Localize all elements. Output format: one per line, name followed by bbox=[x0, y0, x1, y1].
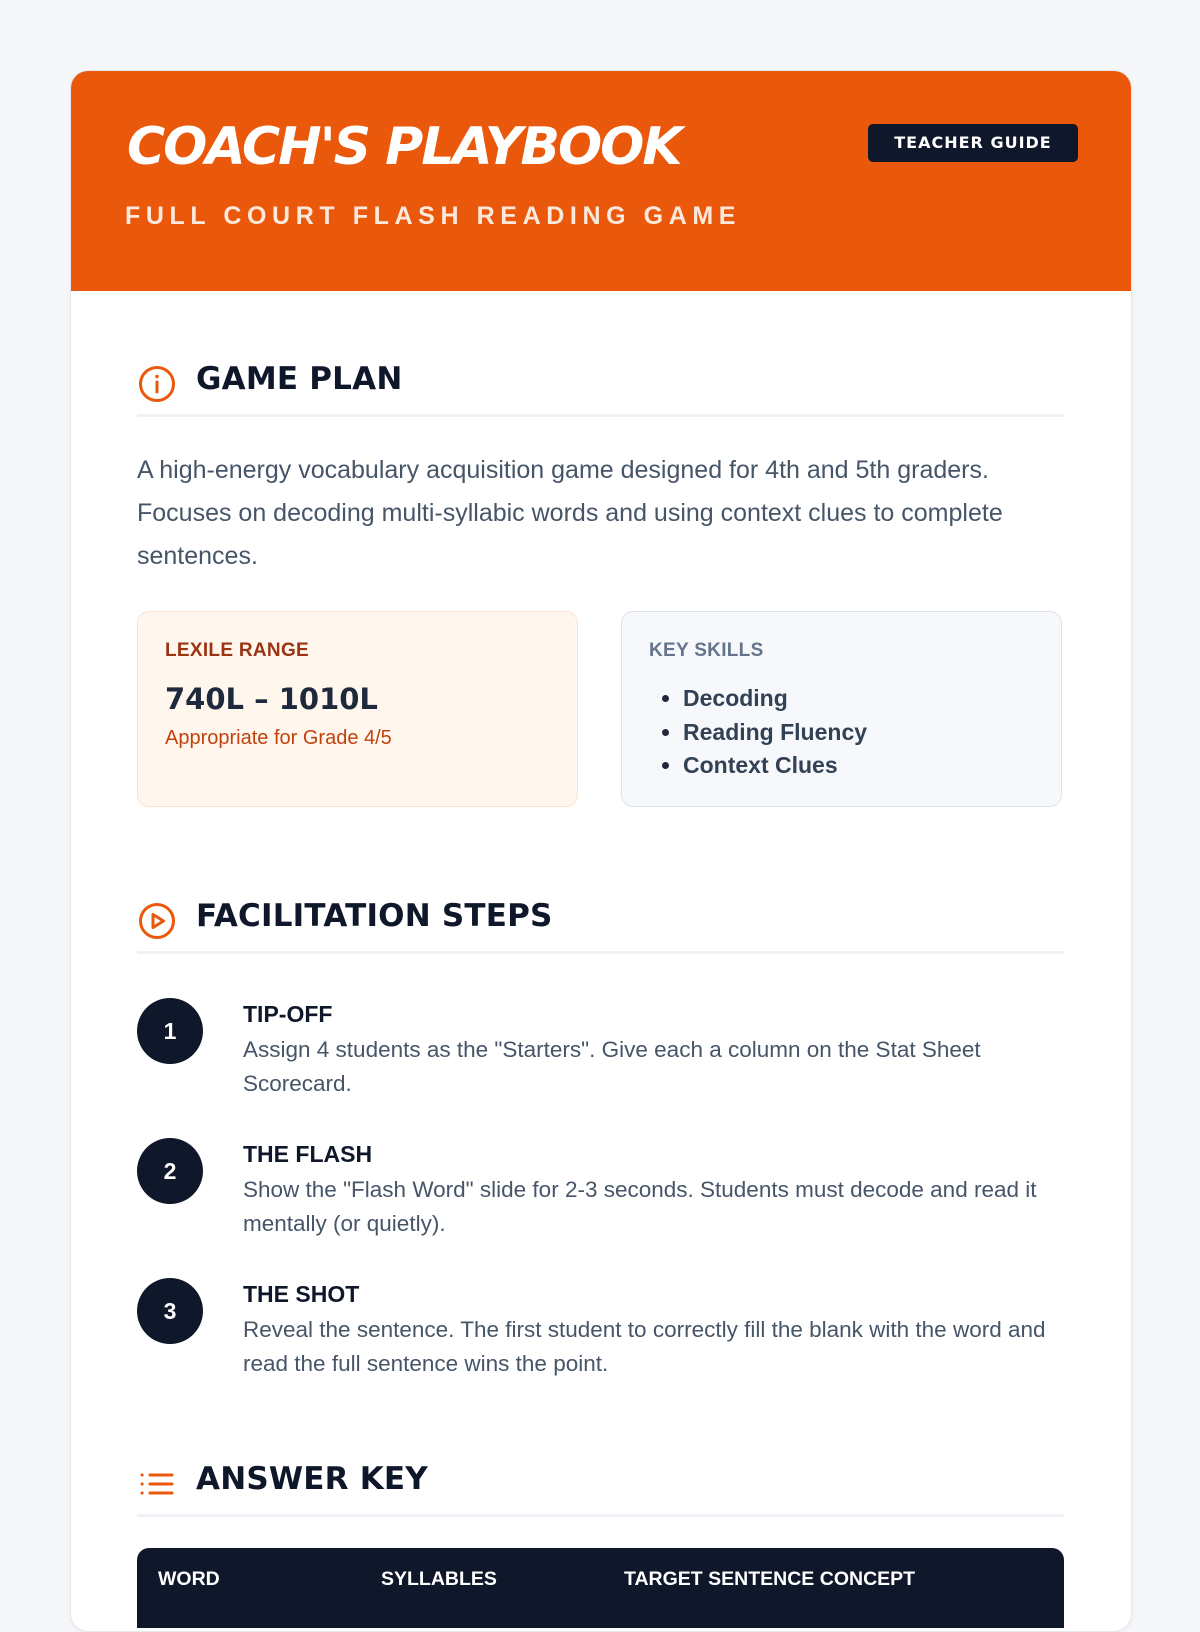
column-header-syllables: SYLLABLES bbox=[381, 1568, 497, 1590]
page-subtitle: FULL COURT FLASH READING GAME bbox=[125, 202, 742, 230]
column-header-word: WORD bbox=[158, 1568, 220, 1590]
step-description: Assign 4 students as the "Starters". Give each a column on the Stat Sheet Scorecard. bbox=[243, 1037, 981, 1096]
step-number: 2 bbox=[137, 1138, 203, 1204]
lexile-value: 740L – 1010L bbox=[165, 682, 378, 716]
step-title: THE FLASH bbox=[243, 1141, 373, 1167]
skill-item: • Reading Fluency bbox=[683, 716, 867, 750]
game-description: A high-energy vocabulary acquisition game designed for 4th and 5th graders. Focuses on decoding multi-syllabic words and using context clues to complete sentences. bbox=[137, 456, 1003, 570]
key-skills-card bbox=[621, 611, 1062, 807]
facilitation-section-header bbox=[137, 891, 1064, 954]
step-title: TIP-OFF bbox=[243, 1001, 333, 1027]
step-number: 3 bbox=[137, 1278, 203, 1344]
answer-key-section-header bbox=[137, 1454, 1064, 1517]
info-icon bbox=[137, 364, 177, 404]
key-skills-list bbox=[649, 682, 867, 783]
answer-key-heading: ANSWER KEY bbox=[196, 1461, 428, 1497]
lexile-note: Appropriate for Grade 4/5 bbox=[165, 727, 392, 749]
teacher-guide-badge: TEACHER GUIDE bbox=[868, 124, 1078, 162]
skill-item: • Decoding bbox=[683, 682, 867, 716]
list-icon bbox=[137, 1464, 177, 1504]
column-header-sentence-concept: TARGET SENTENCE CONCEPT bbox=[624, 1568, 916, 1590]
lexile-range-card bbox=[137, 611, 578, 807]
lexile-label: LEXILE RANGE bbox=[165, 640, 310, 661]
game-plan-heading: GAME PLAN bbox=[196, 361, 403, 397]
step-number: 1 bbox=[137, 998, 203, 1064]
key-skills-label: KEY SKILLS bbox=[649, 640, 764, 661]
game-plan-section-header bbox=[137, 354, 1064, 417]
play-circle-icon bbox=[137, 901, 177, 941]
step-description: Show the "Flash Word" slide for 2-3 seconds. Students must decode and read it mentally (or quietly). bbox=[243, 1177, 1037, 1236]
page-title: COACH'S PLAYBOOK bbox=[127, 117, 681, 177]
step-description: Reveal the sentence. The first student to correctly fill the blank with the word and read the full sentence wins the point. bbox=[243, 1317, 1046, 1376]
playbook-card bbox=[70, 70, 1132, 1632]
step-title: THE SHOT bbox=[243, 1281, 360, 1307]
skill-item: • Context Clues bbox=[683, 749, 867, 783]
facilitation-heading: FACILITATION STEPS bbox=[196, 898, 553, 934]
answer-key-table-header bbox=[137, 1548, 1064, 1628]
playbook-header bbox=[71, 71, 1131, 291]
